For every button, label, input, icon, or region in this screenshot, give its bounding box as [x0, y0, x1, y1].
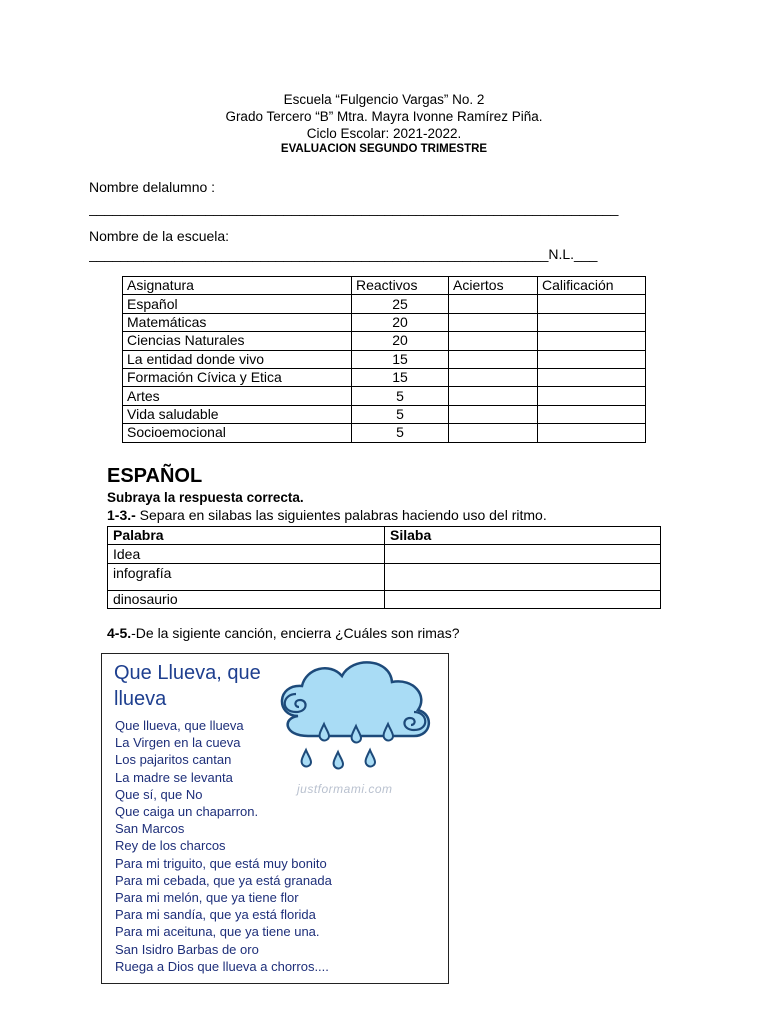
- question-1-3: [107, 507, 547, 523]
- syllable-answer-cell[interactable]: [385, 591, 661, 609]
- correct-cell[interactable]: [449, 313, 538, 331]
- verse-line: La madre se levanta: [115, 769, 233, 785]
- verse-line: La Virgen en la cueva: [115, 735, 241, 751]
- items-cell: 5: [352, 424, 449, 442]
- question-number: 1-3.-: [107, 507, 136, 523]
- verse-line: Para mi sandía, que ya está florida: [115, 907, 316, 923]
- table-header-row: [108, 527, 661, 545]
- school-cycle: Ciclo Escolar: 2021-2022.: [306, 126, 462, 141]
- grade-cell[interactable]: [538, 368, 646, 386]
- table-row: [108, 564, 661, 591]
- school-name-label: Nombre de la escuela:: [89, 228, 230, 244]
- question-number: 4-5.: [107, 625, 132, 641]
- subject-cell: Vida saludable: [123, 405, 352, 423]
- table-row: [123, 350, 646, 368]
- syllable-answer-cell[interactable]: [385, 545, 661, 564]
- song-image: [101, 653, 449, 984]
- items-cell: 5: [352, 387, 449, 405]
- table-row: [108, 591, 661, 609]
- table-row: [123, 295, 646, 313]
- correct-cell[interactable]: [449, 368, 538, 386]
- verse-line: Que llueva, que llueva: [115, 718, 244, 733]
- exam-title: EVALUACION SEGUNDO TRIMESTRE: [280, 143, 488, 155]
- subject-cell: Matemáticas: [123, 313, 352, 331]
- verse-line: Que sí, que No: [115, 786, 203, 802]
- table-row: [123, 405, 646, 423]
- verse-line: Ruega a Dios que llueva a chorros....: [115, 958, 329, 974]
- student-name-line[interactable]: ____________________________________________________________________: [89, 200, 619, 216]
- grade-cell[interactable]: [538, 387, 646, 405]
- header-syllable: Silaba: [385, 527, 661, 545]
- word-cell: Idea: [108, 545, 385, 564]
- header-grade: Calificación: [538, 277, 646, 295]
- student-name-label: Nombre delalumno :: [89, 179, 216, 195]
- watermark: justformami.com: [297, 782, 393, 796]
- correct-cell[interactable]: [449, 295, 538, 313]
- verse-line: Que caiga un chaparron.: [115, 804, 259, 820]
- verse-line: Para mi triguito, que está muy bonito: [115, 855, 327, 871]
- items-cell: 5: [352, 405, 449, 423]
- verse-line: San Marcos: [115, 821, 185, 837]
- items-cell: 25: [352, 295, 449, 313]
- subject-cell: Socioemocional: [123, 424, 352, 442]
- grade-cell[interactable]: [538, 295, 646, 313]
- question-text: -De la sigiente canción, encierra ¿Cuáles son rimas?: [131, 625, 460, 641]
- word-cell: infografía: [108, 564, 385, 591]
- correct-cell[interactable]: [449, 405, 538, 423]
- correct-cell[interactable]: [449, 387, 538, 405]
- grade-cell[interactable]: [538, 350, 646, 368]
- correct-cell[interactable]: [449, 350, 538, 368]
- syllable-answer-cell[interactable]: [385, 564, 661, 591]
- verse-line: Rey de los charcos: [115, 838, 226, 854]
- grades-summary-table: [122, 276, 646, 443]
- subject-cell: La entidad donde vivo: [123, 350, 352, 368]
- verse-line: Los pajaritos cantan: [115, 752, 232, 768]
- correct-cell[interactable]: [449, 424, 538, 442]
- syllable-table: [107, 526, 661, 609]
- school-name-line[interactable]: ___________________________________________________________N.L.___: [89, 246, 598, 262]
- verse-line: San Isidro Barbas de oro: [115, 941, 259, 957]
- table-row: [123, 368, 646, 386]
- school-name: Escuela “Fulgencio Vargas” No. 2: [283, 92, 485, 107]
- header-word: Palabra: [108, 527, 385, 545]
- correct-cell[interactable]: [449, 332, 538, 350]
- header-subject: Asignatura: [123, 277, 352, 295]
- grade-cell[interactable]: [538, 424, 646, 442]
- items-cell: 20: [352, 313, 449, 331]
- word-cell: dinosaurio: [108, 591, 385, 609]
- verse-line: Para mi cebada, que ya está granada: [115, 872, 332, 888]
- header-items: Reactivos: [352, 277, 449, 295]
- table-header-row: [123, 277, 646, 295]
- grade-cell[interactable]: [538, 405, 646, 423]
- section-title-espanol: ESPAÑOL: [107, 465, 203, 487]
- grade-cell[interactable]: [538, 313, 646, 331]
- header-correct: Aciertos: [449, 277, 538, 295]
- table-row: [108, 545, 661, 564]
- song-title: Que Llueva, que llueva: [114, 662, 261, 710]
- grade-teacher: Grado Tercero “B” Mtra. Mayra Ivonne Ramírez Piña.: [225, 109, 543, 124]
- table-row: [123, 424, 646, 442]
- items-cell: 15: [352, 350, 449, 368]
- question-4-5: [107, 625, 460, 641]
- items-cell: 15: [352, 368, 449, 386]
- subject-cell: Español: [123, 295, 352, 313]
- song-verses: [115, 717, 332, 975]
- subject-cell: Ciencias Naturales: [123, 332, 352, 350]
- subject-cell: Formación Cívica y Etica: [123, 368, 352, 386]
- table-row: [123, 313, 646, 331]
- verse-line: Para mi aceituna, que ya tiene una.: [115, 924, 320, 940]
- verse-line: Para mi melón, que ya tiene flor: [115, 890, 299, 906]
- instruction-text: Subraya la respuesta correcta.: [107, 490, 304, 505]
- grade-cell[interactable]: [538, 332, 646, 350]
- subject-cell: Artes: [123, 387, 352, 405]
- table-row: [123, 387, 646, 405]
- table-row: [123, 332, 646, 350]
- question-text: Separa en silabas las siguientes palabras haciendo uso del ritmo.: [135, 507, 547, 523]
- items-cell: 20: [352, 332, 449, 350]
